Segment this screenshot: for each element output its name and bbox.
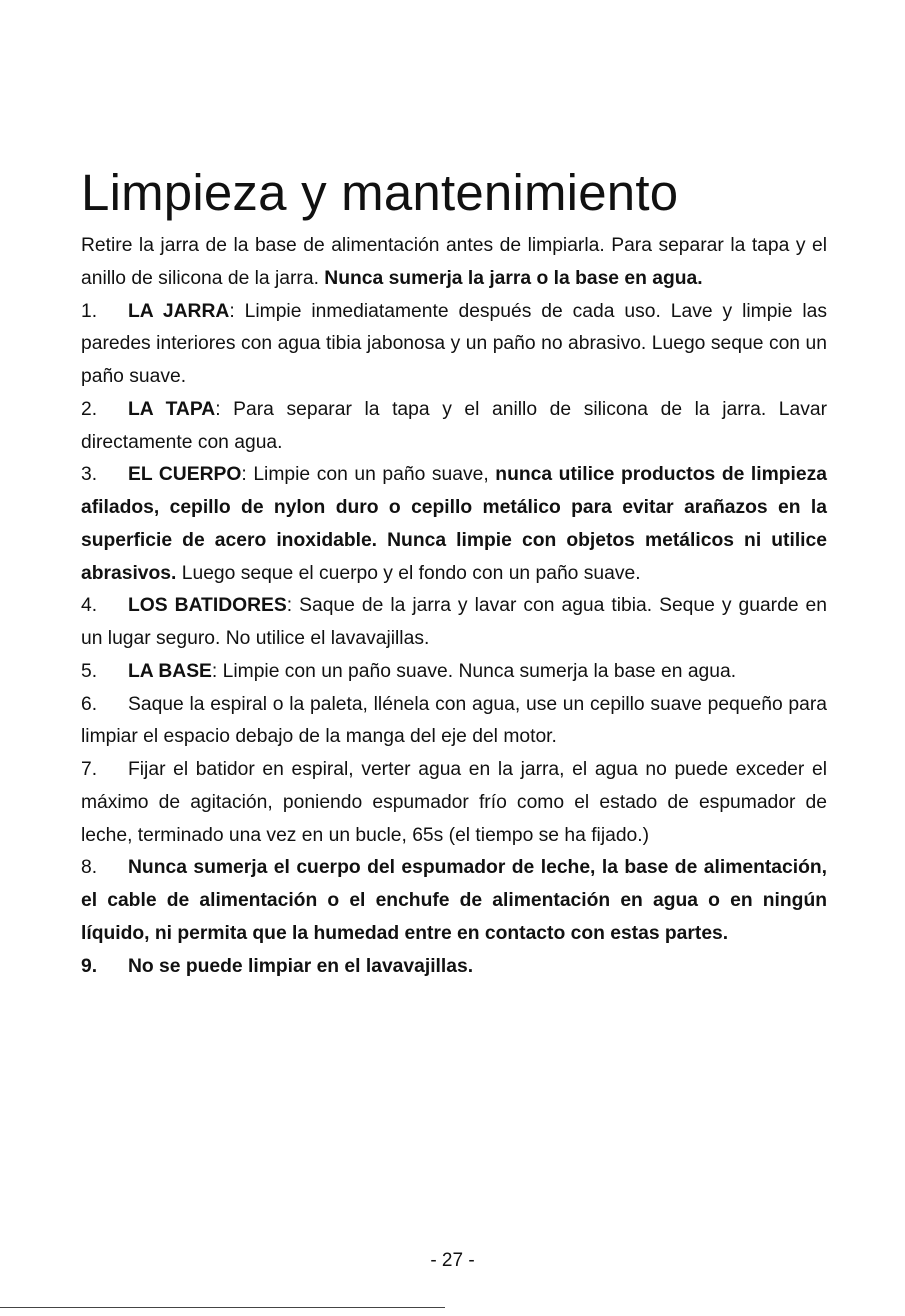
bottom-rule <box>0 1307 445 1308</box>
item-text-continued: Luego seque el cuerpo y el fondo con un paño suave. <box>176 562 641 584</box>
intro-text: Retire la jarra de la base de alimentación antes de limpiarla. Para separar la tapa y el anillo de silicona de la jarra. <box>81 235 827 289</box>
item-number: 5. <box>81 660 98 682</box>
item-text: : Saque de la jarra y lavar con agua tibia. Seque y guarde en un lugar seguro. No utilice el lavavajillas. <box>81 595 827 649</box>
list-item-8 <box>81 852 827 950</box>
item-number: 4. <box>81 595 98 617</box>
item-heading: EL CUERPO <box>128 464 242 486</box>
item-heading: LA BASE <box>128 660 212 682</box>
list-item-1 <box>81 296 827 394</box>
document-body <box>81 230 827 983</box>
item-number: 8. <box>81 857 98 879</box>
list-item-3 <box>81 459 827 590</box>
item-number: 1. <box>81 300 98 322</box>
item-text: : Limpie con un paño suave. Nunca sumerja la base en agua. <box>211 660 737 682</box>
item-text: : Para separar la tapa y el anillo de silicona de la jarra. Lavar directamente con agua. <box>81 398 828 453</box>
list-item-2 <box>81 394 827 460</box>
item-warning: No se puede limpiar en el lavavajillas. <box>128 955 474 977</box>
item-heading: LOS BATIDORES <box>128 595 287 617</box>
item-number: 7. <box>81 759 98 780</box>
item-text: Saque la espiral o la paleta, llénela con agua, use un cepillo suave pequeño para limpiar el espacio debajo de la manga del eje del motor. <box>81 693 827 748</box>
item-number: 2. <box>81 398 98 420</box>
item-warning: nunca utilice productos de limpieza afilados, cepillo de nylon duro o cepillo metálico para evitar arañazos en la superficie de acero inoxidable. Nunca limpie con objetos metálicos ni utilice abrasivos. <box>81 464 827 584</box>
item-text: Fijar el batidor en espiral, verter agua en la jarra, el agua no puede exceder el máximo de agitación, poniendo espumador frío como el estado de espumador de leche, terminado una vez en un bucle, 65s (el tiempo se ha fijado.) <box>81 759 827 846</box>
item-text: : Limpie inmediatamente después de cada uso. Lave y limpie las paredes interiores con agua tibia jabonosa y un paño no abrasivo. Luego seque con un paño suave. <box>81 300 827 387</box>
item-number: 9. <box>81 955 98 977</box>
page-title: Limpieza y mantenimiento <box>81 164 679 221</box>
list-item-9 <box>81 951 827 984</box>
item-number: 6. <box>81 693 98 715</box>
item-warning: Nunca sumerja el cuerpo del espumador de leche, la base de alimentación, el cable de alimentación o el enchufe de alimentación en agua o en ningún líquido, ni permita que la humedad entre en contacto con estas partes. <box>81 857 827 944</box>
item-heading: LA TAPA <box>128 398 216 420</box>
list-item-4 <box>81 590 827 656</box>
item-heading: LA JARRA <box>128 300 230 322</box>
intro-warning: Nunca sumerja la jarra o la base en agua. <box>324 267 703 289</box>
list-item-7 <box>81 754 827 852</box>
item-text: : Limpie con un paño suave, <box>241 464 496 486</box>
item-number: 3. <box>81 464 98 486</box>
list-item-6 <box>81 689 827 755</box>
page-number: - 27 - <box>430 1250 475 1271</box>
intro-paragraph <box>81 230 827 296</box>
list-item-5 <box>81 656 827 689</box>
